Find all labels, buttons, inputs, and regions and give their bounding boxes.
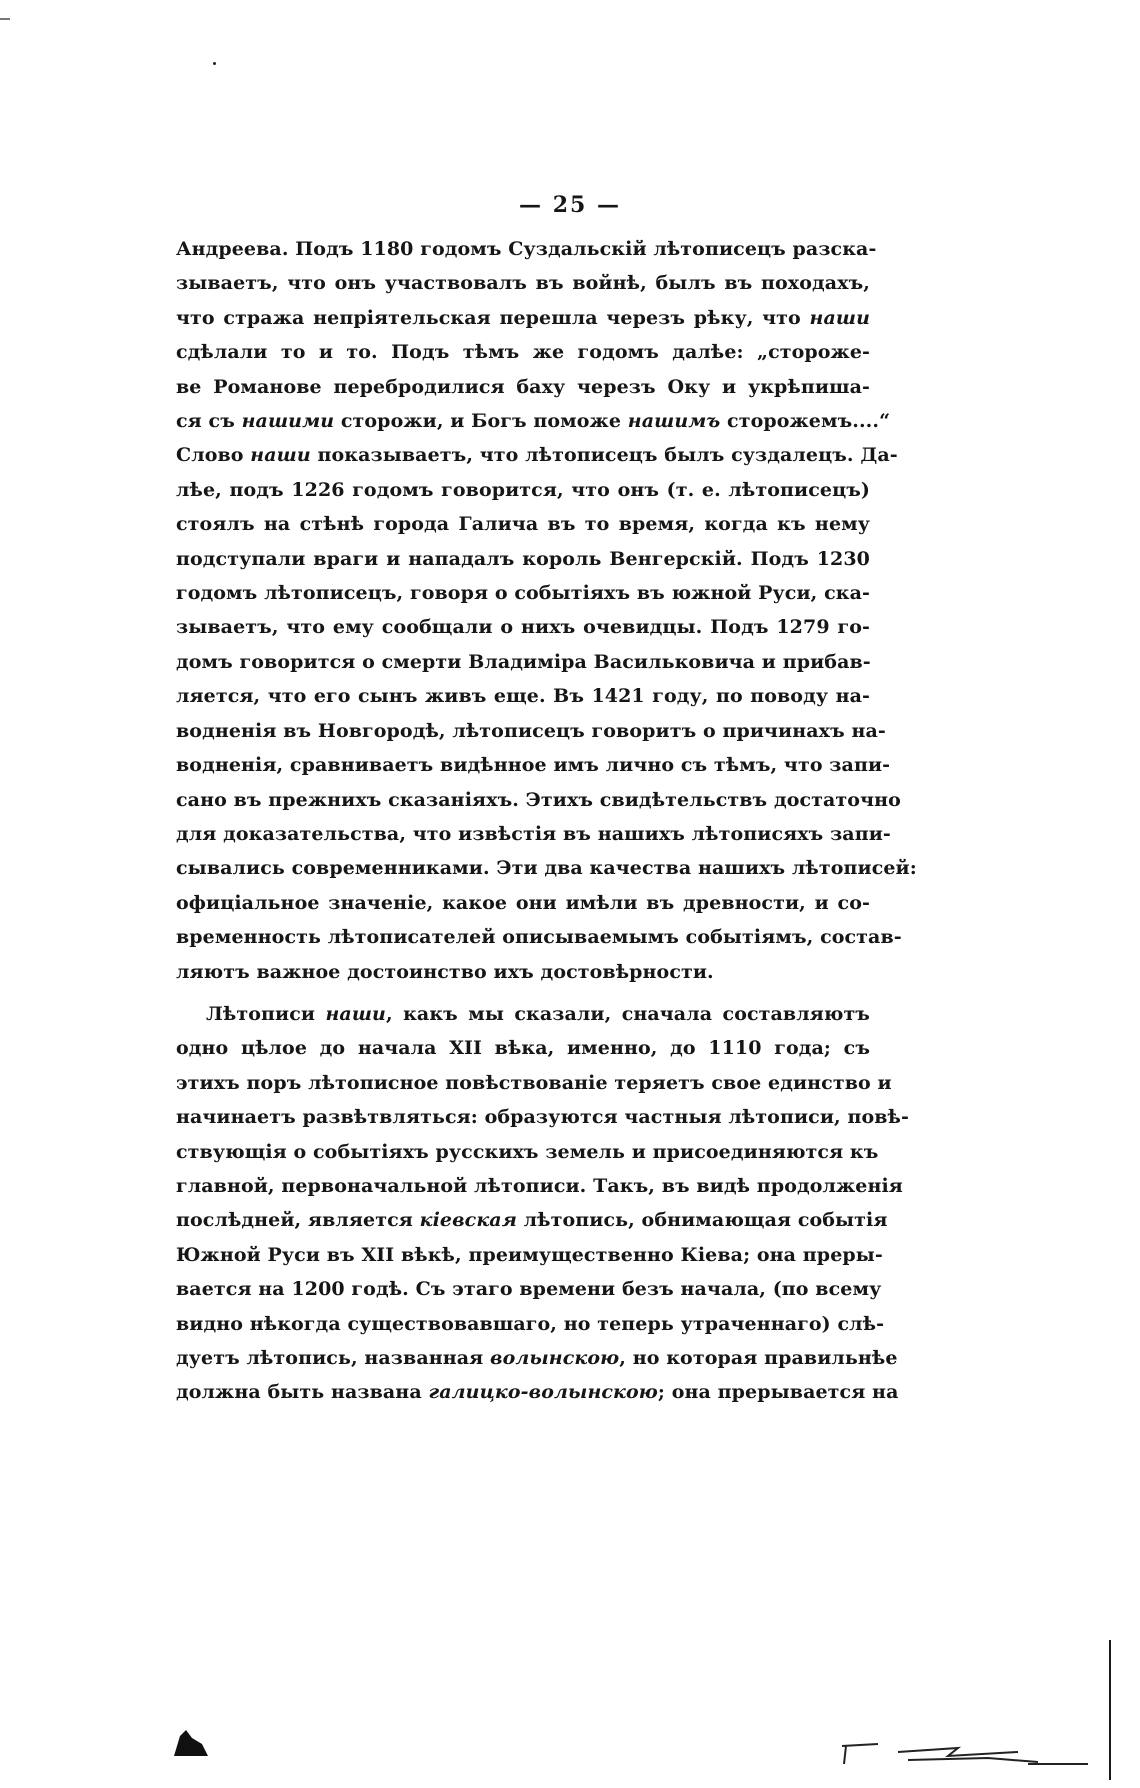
text-line: временность лѣтописателей описываемымъ событіямъ, состав- [176, 926, 902, 949]
text-line: начинаетъ развѣтвляться: образуются частныя лѣтописи, повѣ- [176, 1106, 909, 1129]
paragraph-2 [176, 997, 909, 1410]
text-line: Андреева. Подъ 1180 годомъ Суздальскій лѣтописецъ разска- [176, 238, 877, 260]
text-line: лѣе, подъ 1226 годомъ говорится, что онъ (т. е. лѣтописецъ) [176, 478, 870, 501]
text-line: ве Романове перебродилися баху черезъ Оку и укрѣпиша- [176, 375, 870, 398]
text-line: одно цѣлое до начала XII вѣка, именно, до 1110 года; съ [176, 1037, 870, 1060]
text-line: послѣдней, является кіевская лѣтопись, обнимающая событія [176, 1209, 888, 1232]
text-line: для доказательства, что извѣстія въ нашихъ лѣтописяхъ запи- [176, 822, 891, 845]
text-line: зываетъ, что ему сообщали о нихъ очевидцы. Подъ 1279 го- [176, 616, 870, 639]
text-line: ляется, что его сынъ живъ еще. Въ 1421 году, по поводу на- [176, 685, 870, 708]
scan-edge-mark [0, 18, 10, 20]
text-line: водненія въ Новгородѣ, лѣтописецъ говоритъ о причинахъ на- [176, 719, 886, 742]
text-line: вается на 1200 годѣ. Съ этаго времени безъ начала, (по всему [176, 1278, 882, 1301]
page-number: — 25 — [519, 192, 621, 218]
text-line: сывались современниками. Эти два качества нашихъ лѣтописей: [176, 857, 917, 880]
ink-speck [213, 62, 216, 65]
text-line: дуетъ лѣтопись, названная волынскою, но которая правильнѣе [176, 1347, 898, 1369]
text-line: Южной Руси въ XII вѣкѣ, преимущественно Кіева; она преры- [176, 1243, 883, 1266]
scan-edge-bar [1109, 1640, 1111, 1780]
text-line: стоялъ на стѣнѣ города Галича въ то время, когда къ нему [176, 513, 870, 536]
text-line: видно нѣкогда существовавшаго, но теперь утраченнаго) слѣ- [176, 1312, 885, 1335]
text-line: ствующія о событіяхъ русскихъ земель и присоединяются къ [176, 1140, 879, 1163]
text-line: что стража непріятельская перешла черезъ рѣку, что наши [176, 306, 870, 329]
body-text [176, 232, 917, 1410]
text-line: домъ говорится о смерти Владиміра Васильковича и прибав- [176, 650, 871, 673]
text-line: главной, первоначальной лѣтописи. Такъ, въ видѣ продолженія [176, 1174, 903, 1197]
text-line: подступали враги и нападалъ король Венгерскій. Подъ 1230 [176, 547, 870, 570]
text-line: ся съ нашими сторожи, и Богъ поможе нашимъ сторожемъ....“ [176, 410, 891, 433]
text-line: этихъ поръ лѣтописное повѣствованіе теряетъ свое единство и [176, 1071, 892, 1094]
library-stamp-mark [172, 1728, 210, 1758]
text-line: зываетъ, что онъ участвовалъ въ войнѣ, былъ въ походахъ, [176, 272, 870, 295]
text-line: годомъ лѣтописецъ, говоря о событіяхъ въ южной Руси, ска- [176, 582, 870, 605]
paragraph-1 [176, 232, 917, 989]
text-line: сано въ прежнихъ сказаніяхъ. Этихъ свидѣтельствъ достаточно [176, 788, 901, 811]
text-line: Лѣтописи наши, какъ мы сказали, сначала составляютъ [206, 1002, 870, 1025]
text-line: сдѣлали то и то. Подъ тѣмъ же годомъ далѣе: „сторожe- [176, 341, 870, 364]
pen-scribble-mark [838, 1738, 1098, 1768]
text-line: должна быть названа галицко-волынскою; она прерывается на [176, 1381, 899, 1404]
text-line: Слово наши показываетъ, что лѣтописецъ былъ суздалецъ. Да- [176, 444, 898, 467]
text-line: ляютъ важное достоинство ихъ достовѣрности. [176, 960, 714, 983]
text-line: офиціальное значеніе, какое они имѣли въ древности, и со- [176, 891, 870, 914]
text-line: водненія, сравниваетъ видѣнное имъ лично съ тѣмъ, что запи- [176, 754, 891, 777]
